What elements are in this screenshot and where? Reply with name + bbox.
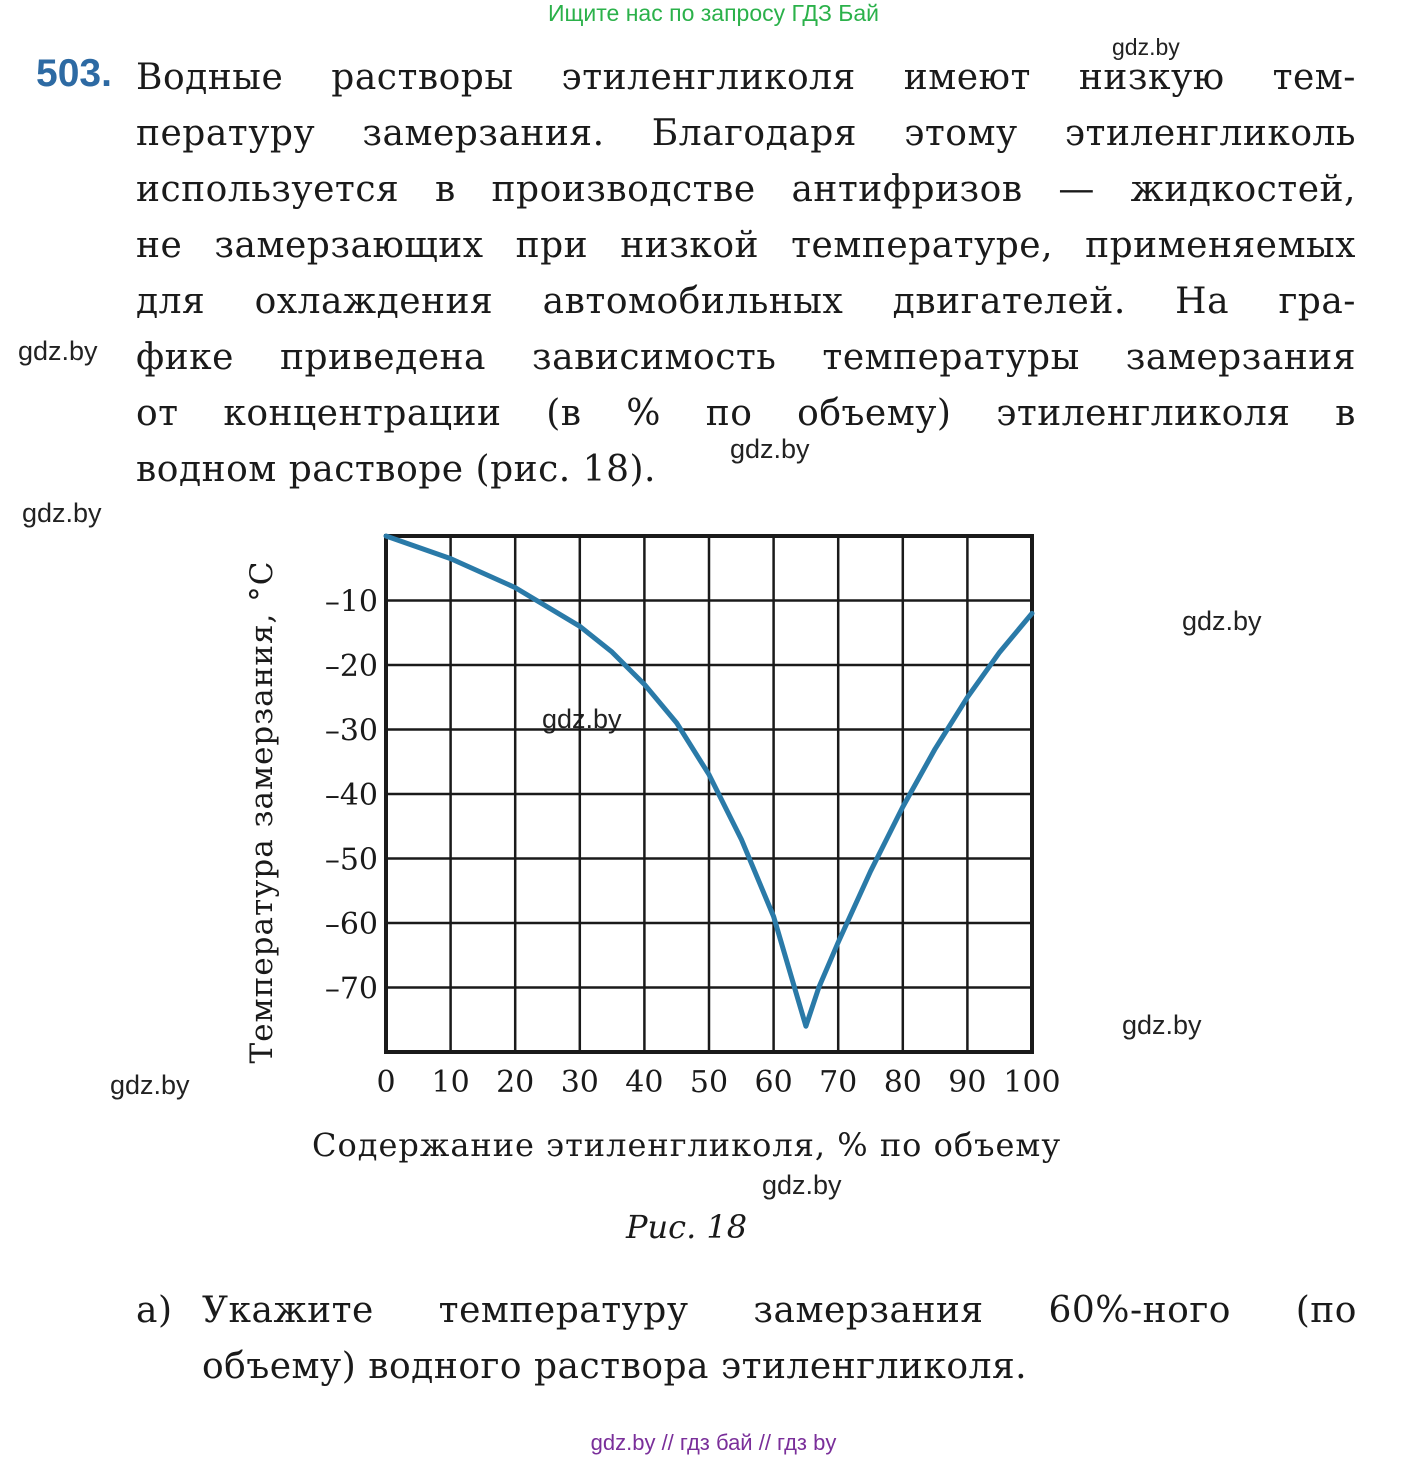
watermark: gdz.by	[1112, 34, 1180, 60]
x-tick-label: 100	[1003, 1065, 1061, 1100]
word: зависимость	[532, 337, 777, 378]
watermark: gdz.by	[18, 336, 98, 366]
word: не	[136, 225, 183, 266]
x-tick-label: 70	[819, 1065, 858, 1100]
x-tick-label: 60	[754, 1065, 793, 1100]
word: —	[1058, 169, 1095, 210]
word: Укажите	[202, 1290, 374, 1331]
question-line	[202, 1290, 1357, 1331]
word: производстве	[491, 169, 756, 210]
y-tick-label: –30	[324, 713, 378, 749]
x-tick-label: 40	[625, 1065, 664, 1100]
word: этому	[904, 113, 1018, 154]
word: Водные	[136, 57, 284, 98]
word: тем-	[1272, 57, 1356, 98]
watermark: gdz.by	[110, 1070, 190, 1100]
word: замерзания.	[362, 113, 605, 154]
word: для	[136, 281, 206, 322]
word: концентрации	[223, 393, 502, 434]
y-axis-label: Температура замерзания, °C	[244, 560, 280, 1064]
word: замерзания	[1125, 337, 1356, 378]
word: имеют	[903, 57, 1031, 98]
x-tick-label: 0	[376, 1065, 396, 1100]
x-tick-label: 10	[431, 1065, 470, 1100]
y-tick-label: –70	[324, 971, 378, 1007]
search-banner[interactable]: Ищите нас по запросу ГДЗ Бай	[547, 0, 880, 26]
word: от	[136, 393, 179, 434]
watermark: gdz.by	[1122, 1010, 1202, 1040]
x-tick-label: 50	[689, 1065, 729, 1100]
word: этиленгликоля	[996, 393, 1291, 434]
watermark: gdz.by	[1182, 606, 1262, 636]
word: Благодаря	[651, 113, 857, 154]
word: замерзающих	[214, 225, 484, 266]
question-line: объему) водного раствора этиленгликоля.	[202, 1346, 1028, 1387]
chart-grid	[386, 536, 1032, 1052]
word: в	[1335, 393, 1356, 434]
word: (по	[1295, 1290, 1357, 1331]
watermark: gdz.by	[542, 704, 622, 734]
word: этиленгликоля	[561, 57, 856, 98]
word: по	[705, 393, 753, 434]
x-axis-label: Содержание этиленгликоля, % по объему	[312, 1126, 1062, 1164]
word: низкую	[1078, 57, 1225, 98]
y-tick-label: –40	[324, 778, 378, 813]
figure-caption: Рис. 18	[626, 1208, 748, 1246]
word: фике	[136, 337, 234, 378]
word: низкой	[620, 225, 760, 266]
word: температуру	[438, 1290, 689, 1331]
y-tick-label: –50	[324, 842, 378, 878]
word: 60%-ного	[1048, 1290, 1231, 1331]
word: охлаждения	[254, 281, 494, 322]
y-tick-label: –10	[324, 584, 378, 620]
word: температуры	[822, 337, 1080, 378]
x-tick-labels	[376, 1065, 1060, 1100]
word: растворы	[331, 57, 514, 98]
word: в	[434, 169, 456, 210]
word: (в	[546, 393, 582, 434]
word: при	[515, 225, 589, 266]
word: пературу	[136, 113, 316, 154]
x-tick-label: 30	[560, 1065, 599, 1100]
y-tick-label: –20	[324, 649, 378, 684]
word: %	[626, 393, 662, 434]
x-tick-label: 20	[496, 1065, 535, 1100]
x-tick-label: 90	[948, 1065, 987, 1100]
problem-line: водном растворе (рис. 18).	[136, 449, 656, 490]
word: объему)	[797, 393, 952, 434]
watermark: gdz.by	[22, 498, 102, 528]
question-label: а)	[136, 1290, 173, 1331]
word: жидкостей,	[1130, 169, 1356, 210]
word: На	[1175, 281, 1230, 322]
word: используется	[136, 169, 400, 210]
word: антифризов	[791, 169, 1023, 210]
y-tick-label: –60	[324, 907, 378, 942]
watermark: gdz.by	[730, 434, 810, 464]
footer-links[interactable]: gdz.by // гдз бай // гдз by	[590, 1430, 837, 1455]
word: применяемых	[1085, 225, 1356, 266]
word: автомобильных	[542, 281, 844, 322]
word: замерзания	[753, 1290, 984, 1331]
y-tick-labels	[325, 585, 378, 1007]
word: двигателей.	[892, 281, 1126, 322]
word: температуре,	[791, 225, 1054, 266]
word: гра-	[1278, 281, 1356, 322]
word: этиленгликоль	[1064, 113, 1356, 154]
watermark: gdz.by	[762, 1170, 842, 1200]
x-tick-label: 80	[883, 1065, 922, 1100]
word: приведена	[279, 337, 487, 378]
problem-number: 503.	[36, 52, 112, 95]
